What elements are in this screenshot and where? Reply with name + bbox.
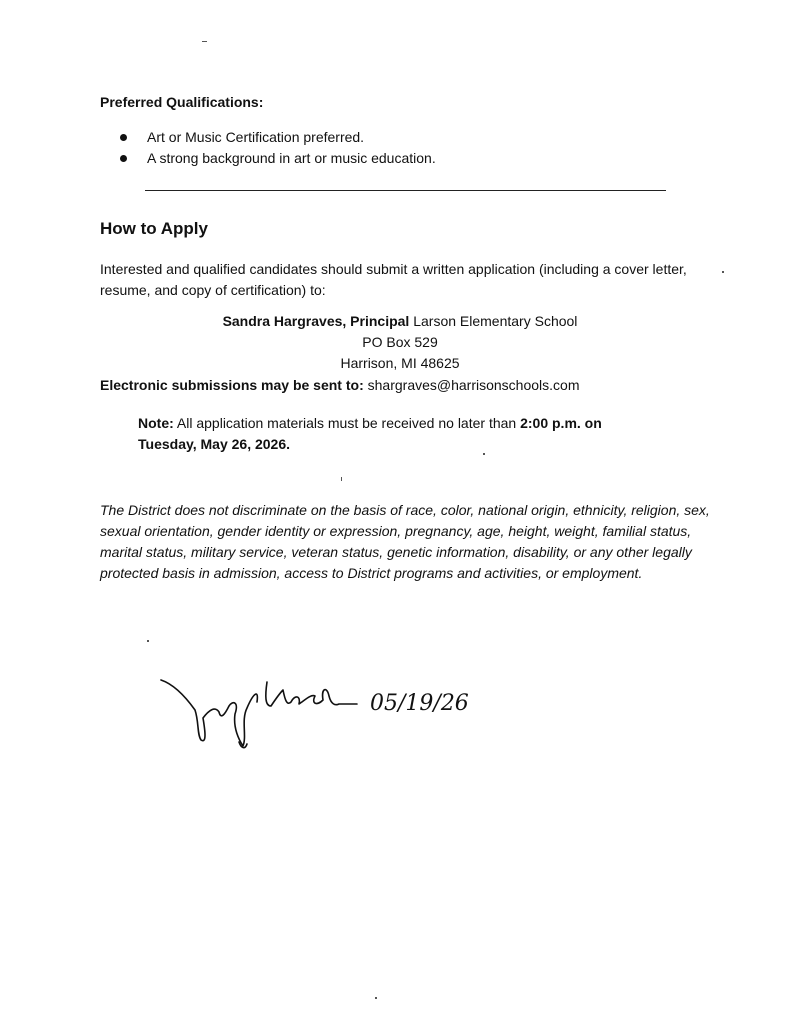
deadline-note xyxy=(138,413,648,455)
deadline-time: 2:00 p.m. on xyxy=(520,415,602,431)
school-name: Larson Elementary School xyxy=(413,313,578,329)
signature-date xyxy=(370,680,480,720)
section-divider xyxy=(145,190,666,191)
signature-date-text: 05/19/26 xyxy=(370,691,469,716)
contact-email-link[interactable]: shargraves@harrisonschools.com xyxy=(367,377,580,393)
scan-speck xyxy=(147,640,149,642)
preferred-qualifications-heading: Preferred Qualifications: xyxy=(100,94,264,110)
note-text: All application materials must be received no later than xyxy=(176,415,517,431)
list-item xyxy=(120,127,436,148)
bullet-icon xyxy=(120,155,127,162)
electronic-submission xyxy=(100,377,580,393)
note-label: Note: xyxy=(138,415,174,431)
scan-speck xyxy=(341,477,342,481)
list-item xyxy=(120,148,436,169)
deadline-date: Tuesday, May 26, 2026. xyxy=(138,436,291,452)
scan-speck xyxy=(375,997,377,999)
po-box: PO Box 529 xyxy=(362,334,438,350)
recipient-name: Sandra Hargraves, Principal xyxy=(222,313,410,329)
electronic-submission-label: Electronic submissions may be sent to: xyxy=(100,377,364,393)
how-to-apply-heading: How to Apply xyxy=(100,219,208,238)
list-item-text: Art or Music Certification preferred. xyxy=(147,129,365,145)
non-discrimination-statement: The District does not discriminate on the basis of race, color, national origin, ethnicity, religion, sex, sexual orientation, gender identity or expression, pregnancy, age, height, weight, familial status, marital status, military service, veteran status, genetic information, disability, or any other legally protected basis in admission, access to District programs and activities, or employment. xyxy=(100,502,710,581)
list-item-text: A strong background in art or music education. xyxy=(147,150,436,166)
scan-speck xyxy=(202,41,207,42)
mailing-address xyxy=(210,311,590,374)
bullet-icon xyxy=(120,134,127,141)
preferred-qualifications-list xyxy=(120,127,436,169)
city-state-zip: Harrison, MI 48625 xyxy=(340,355,460,371)
scan-speck xyxy=(722,271,724,273)
apply-instructions: Interested and qualified candidates should submit a written application (including a cover letter, resume, and copy of certification) to: xyxy=(100,261,687,298)
address-line-1 xyxy=(210,311,590,332)
handwritten-signature xyxy=(155,670,365,750)
